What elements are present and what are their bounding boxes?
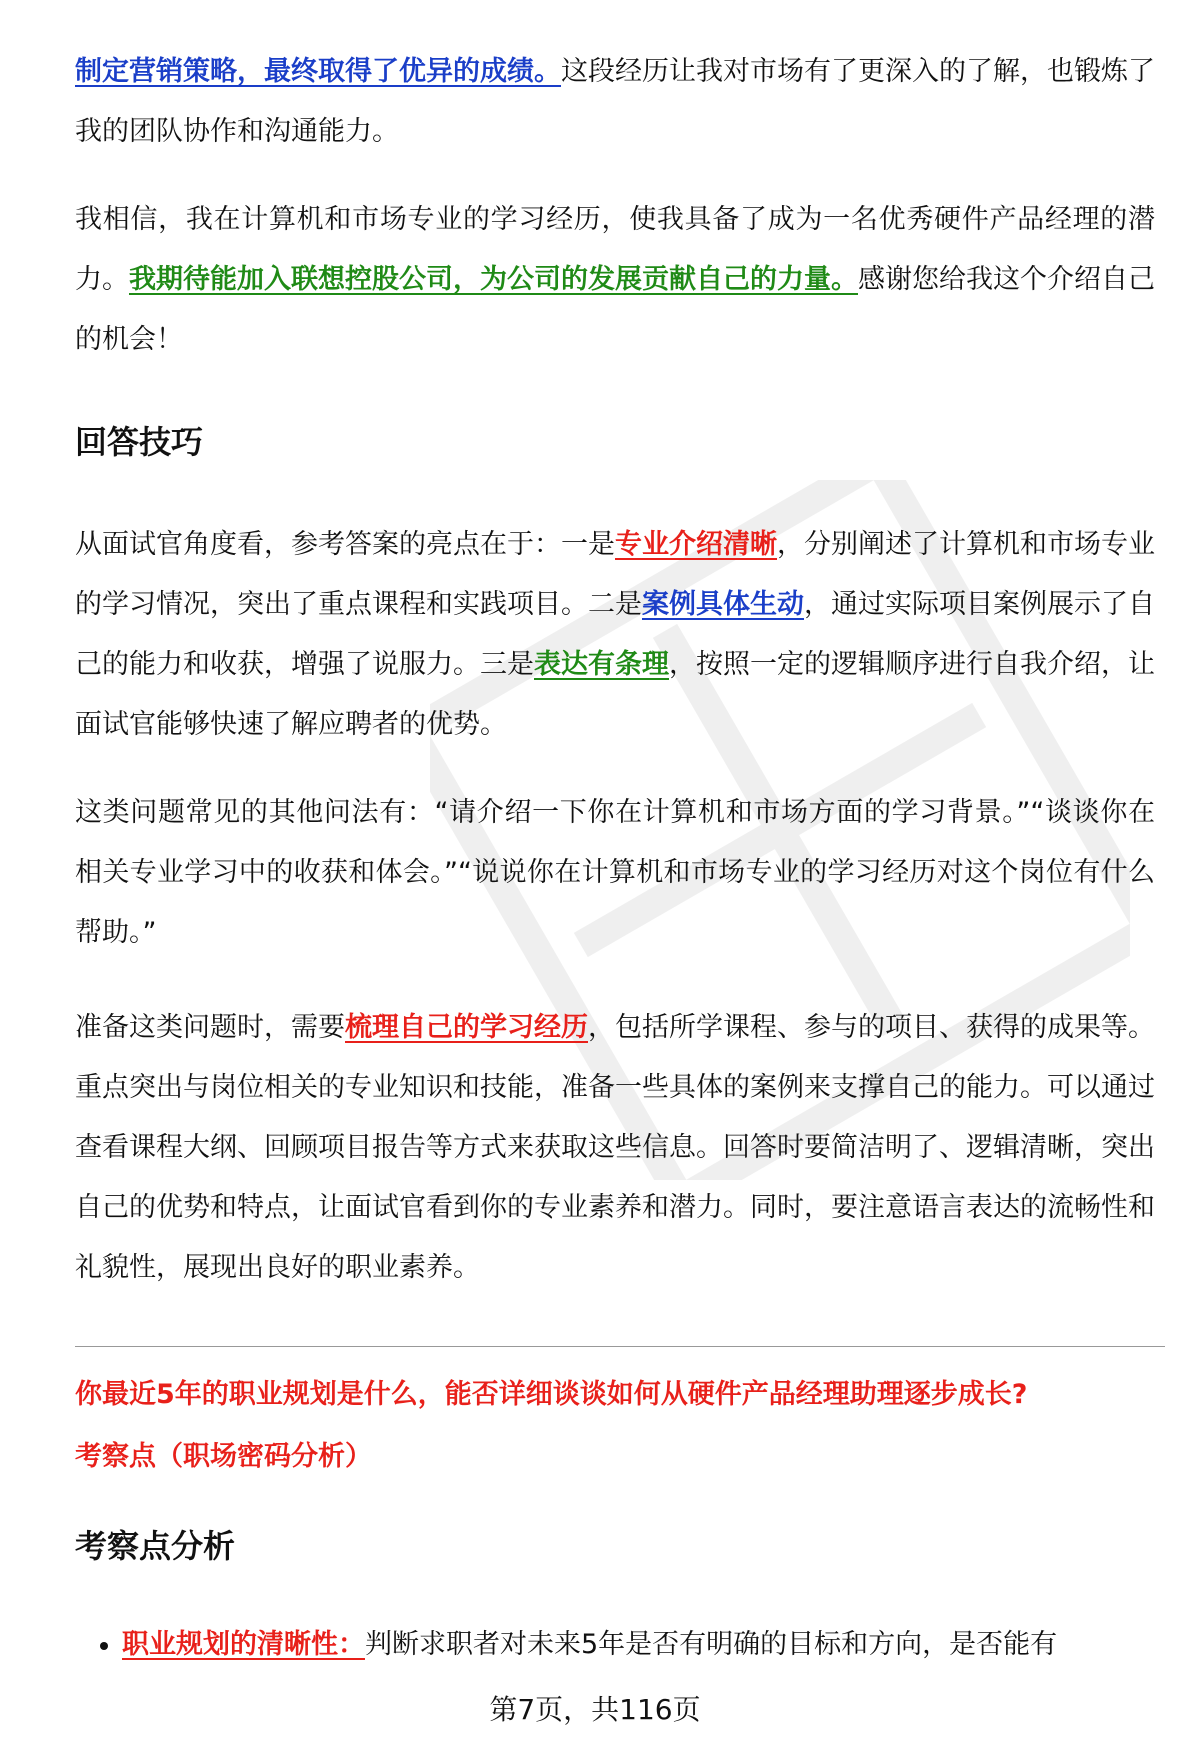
paragraph-text: ，通过实际项目案例展示了自己的能力和收获，增强了说服力。三是: [75, 589, 1155, 680]
section-title-analysis: 考察点分析: [75, 1527, 236, 1565]
highlight-join-company: 我期待能加入联想控股公司，为公司的发展贡献自己的力量。: [129, 264, 858, 295]
paragraph-intro-end: [75, 42, 1155, 162]
paragraph-text: ，按照一定的逻辑顺序进行自我介绍，让面试官能够快速了解应聘者的优势。: [75, 649, 1155, 740]
paragraph-closing: [75, 190, 1155, 370]
paragraph-tips: [75, 515, 1155, 755]
section-title-answer-tips: 回答技巧: [75, 423, 204, 461]
highlight-organized: 表达有条理: [534, 649, 669, 680]
list-item: [100, 1625, 1165, 1665]
paragraph-alt-questions: 这类问题常见的其他问法有：“请介绍一下你在计算机和市场方面的学习背景。”“谈谈你在相关专业学习中的收获和体会。”“说说你在计算机和市场专业的学习经历对这个岗位有什么帮助。”: [75, 797, 1155, 948]
paragraph-text: 感谢您给我这个介绍自己的机会！: [75, 264, 1155, 355]
page-number: 第7页，共116页: [489, 1693, 701, 1726]
question-subtitle: 考察点（职场密码分析）: [75, 1441, 372, 1472]
highlight-review-study: 梳理自己的学习经历: [345, 1012, 588, 1043]
interview-question: 你最近5年的职业规划是什么，能否详细谈谈如何从硬件产品经理助理逐步成长?: [75, 1379, 1028, 1410]
paragraph-preparation: [75, 998, 1155, 1298]
highlight-marketing-result: 制定营销策略，最终取得了优异的成绩。: [75, 56, 561, 87]
divider-line: [75, 1346, 1165, 1347]
highlight-clear-intro: 专业介绍清晰: [615, 529, 777, 560]
highlight-vivid-cases: 案例具体生动: [642, 589, 804, 620]
bullet-label: 职业规划的清晰性：: [122, 1629, 365, 1660]
bullet-text: 判断求职者对未来5年是否有明确的目标和方向，是否能有: [365, 1629, 1058, 1660]
paragraph-text: 从面试官角度看，参考答案的亮点在于：一是: [75, 529, 615, 560]
paragraph-text: 准备这类问题时，需要: [75, 1012, 345, 1043]
paragraph-text: 这段经历让我对市场有了更深入的了解，也锻炼了我的团队协作和沟通能力。: [75, 56, 1155, 147]
paragraph-text: ，包括所学课程、参与的项目、获得的成果等。重点突出与岗位相关的专业知识和技能，准备一些具体的案例来支撑自己的能力。可以通过查看课程大纲、回顾项目报告等方式来获取这些信息。回答时要简洁明了、逻辑清晰，突出自己的优势和特点，让面试官看到你的专业素养和潜力。同时，要注意语言表达的流畅性和礼貌性，展现出良好的职业素养。: [75, 1012, 1155, 1283]
paragraph-text: 我相信，我在计算机和市场专业的学习经历，使我具备了成为一名优秀硬件产品经理的潜力。: [75, 204, 1155, 295]
paragraph-text: ，分别阐述了计算机和市场专业的学习情况，突出了重点课程和实践项目。二是: [75, 529, 1155, 620]
bullet-icon: [100, 1642, 108, 1650]
